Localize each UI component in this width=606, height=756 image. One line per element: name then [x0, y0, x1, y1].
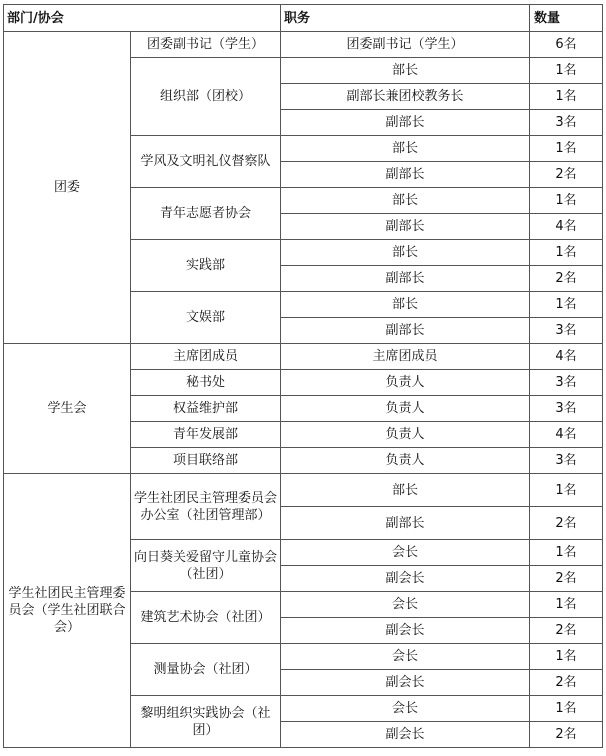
header-row: [4, 5, 603, 32]
count-cell: 3名: [530, 318, 603, 344]
table-row: [4, 32, 603, 58]
sub-unit-cell: 学生社团民主管理委员会办公室（社团管理部）: [131, 474, 281, 540]
table-body: [4, 32, 603, 748]
sub-unit-cell: 实践部: [131, 240, 281, 292]
count-cell: 3名: [530, 448, 603, 474]
count-cell: 1名: [530, 58, 603, 84]
position-cell: 副部长: [281, 318, 530, 344]
count-cell: 3名: [530, 370, 603, 396]
count-cell: 1名: [530, 84, 603, 110]
count-cell: 1名: [530, 188, 603, 214]
position-cell: 部长: [281, 474, 530, 507]
count-cell: 1名: [530, 240, 603, 266]
count-cell: 1名: [530, 474, 603, 507]
sub-unit-cell: 秘书处: [131, 370, 281, 396]
position-cell: 会长: [281, 696, 530, 722]
position-cell: 副部长: [281, 266, 530, 292]
position-cell: 副会长: [281, 566, 530, 592]
position-cell: 副部长: [281, 162, 530, 188]
count-cell: 1名: [530, 592, 603, 618]
count-cell: 1名: [530, 644, 603, 670]
position-cell: 部长: [281, 292, 530, 318]
count-cell: 4名: [530, 214, 603, 240]
count-cell: 2名: [530, 670, 603, 696]
position-cell: 负责人: [281, 448, 530, 474]
count-cell: 4名: [530, 422, 603, 448]
table-row: [4, 474, 603, 507]
position-cell: 副部长: [281, 214, 530, 240]
sub-unit-cell: 组织部（团校）: [131, 58, 281, 136]
header-count: 数量: [530, 5, 603, 32]
position-cell: 团委副书记（学生）: [281, 32, 530, 58]
count-cell: 1名: [530, 540, 603, 566]
position-cell: 会长: [281, 644, 530, 670]
position-cell: 部长: [281, 188, 530, 214]
dept-cell: 团委: [4, 32, 131, 344]
table-row: [4, 344, 603, 370]
count-cell: 2名: [530, 566, 603, 592]
dept-cell: 学生会: [4, 344, 131, 474]
position-cell: 主席团成员: [281, 344, 530, 370]
sub-unit-cell: 向日葵关爱留守儿童协会（社团）: [131, 540, 281, 592]
position-cell: 副会长: [281, 670, 530, 696]
count-cell: 1名: [530, 136, 603, 162]
sub-unit-cell: 青年志愿者协会: [131, 188, 281, 240]
positions-table: [3, 4, 603, 748]
position-cell: 会长: [281, 592, 530, 618]
count-cell: 2名: [530, 162, 603, 188]
position-cell: 副部长: [281, 110, 530, 136]
sub-unit-cell: 团委副书记（学生）: [131, 32, 281, 58]
position-cell: 副会长: [281, 722, 530, 748]
count-cell: 1名: [530, 696, 603, 722]
header-position: 职务: [281, 5, 530, 32]
position-cell: 副部长兼团校教务长: [281, 84, 530, 110]
count-cell: 2名: [530, 266, 603, 292]
sub-unit-cell: 学风及文明礼仪督察队: [131, 136, 281, 188]
dept-cell: 学生社团民主管理委员会（学生社团联合会）: [4, 474, 131, 748]
header-dept: 部门/协会: [4, 5, 281, 32]
position-cell: 部长: [281, 136, 530, 162]
count-cell: 2名: [530, 618, 603, 644]
position-cell: 副部长: [281, 507, 530, 540]
sub-unit-cell: 权益维护部: [131, 396, 281, 422]
position-cell: 部长: [281, 240, 530, 266]
position-cell: 负责人: [281, 422, 530, 448]
sub-unit-cell: 测量协会（社团）: [131, 644, 281, 696]
count-cell: 2名: [530, 507, 603, 540]
count-cell: 4名: [530, 344, 603, 370]
sub-unit-cell: 文娱部: [131, 292, 281, 344]
sub-unit-cell: 主席团成员: [131, 344, 281, 370]
count-cell: 3名: [530, 110, 603, 136]
sub-unit-cell: 青年发展部: [131, 422, 281, 448]
sub-unit-cell: 项目联络部: [131, 448, 281, 474]
count-cell: 1名: [530, 292, 603, 318]
sub-unit-cell: 黎明组织实践协会（社团）: [131, 696, 281, 748]
position-cell: 副会长: [281, 618, 530, 644]
count-cell: 6名: [530, 32, 603, 58]
position-cell: 部长: [281, 58, 530, 84]
position-cell: 负责人: [281, 396, 530, 422]
count-cell: 3名: [530, 396, 603, 422]
count-cell: 2名: [530, 722, 603, 748]
sub-unit-cell: 建筑艺术协会（社团）: [131, 592, 281, 644]
position-cell: 会长: [281, 540, 530, 566]
position-cell: 负责人: [281, 370, 530, 396]
